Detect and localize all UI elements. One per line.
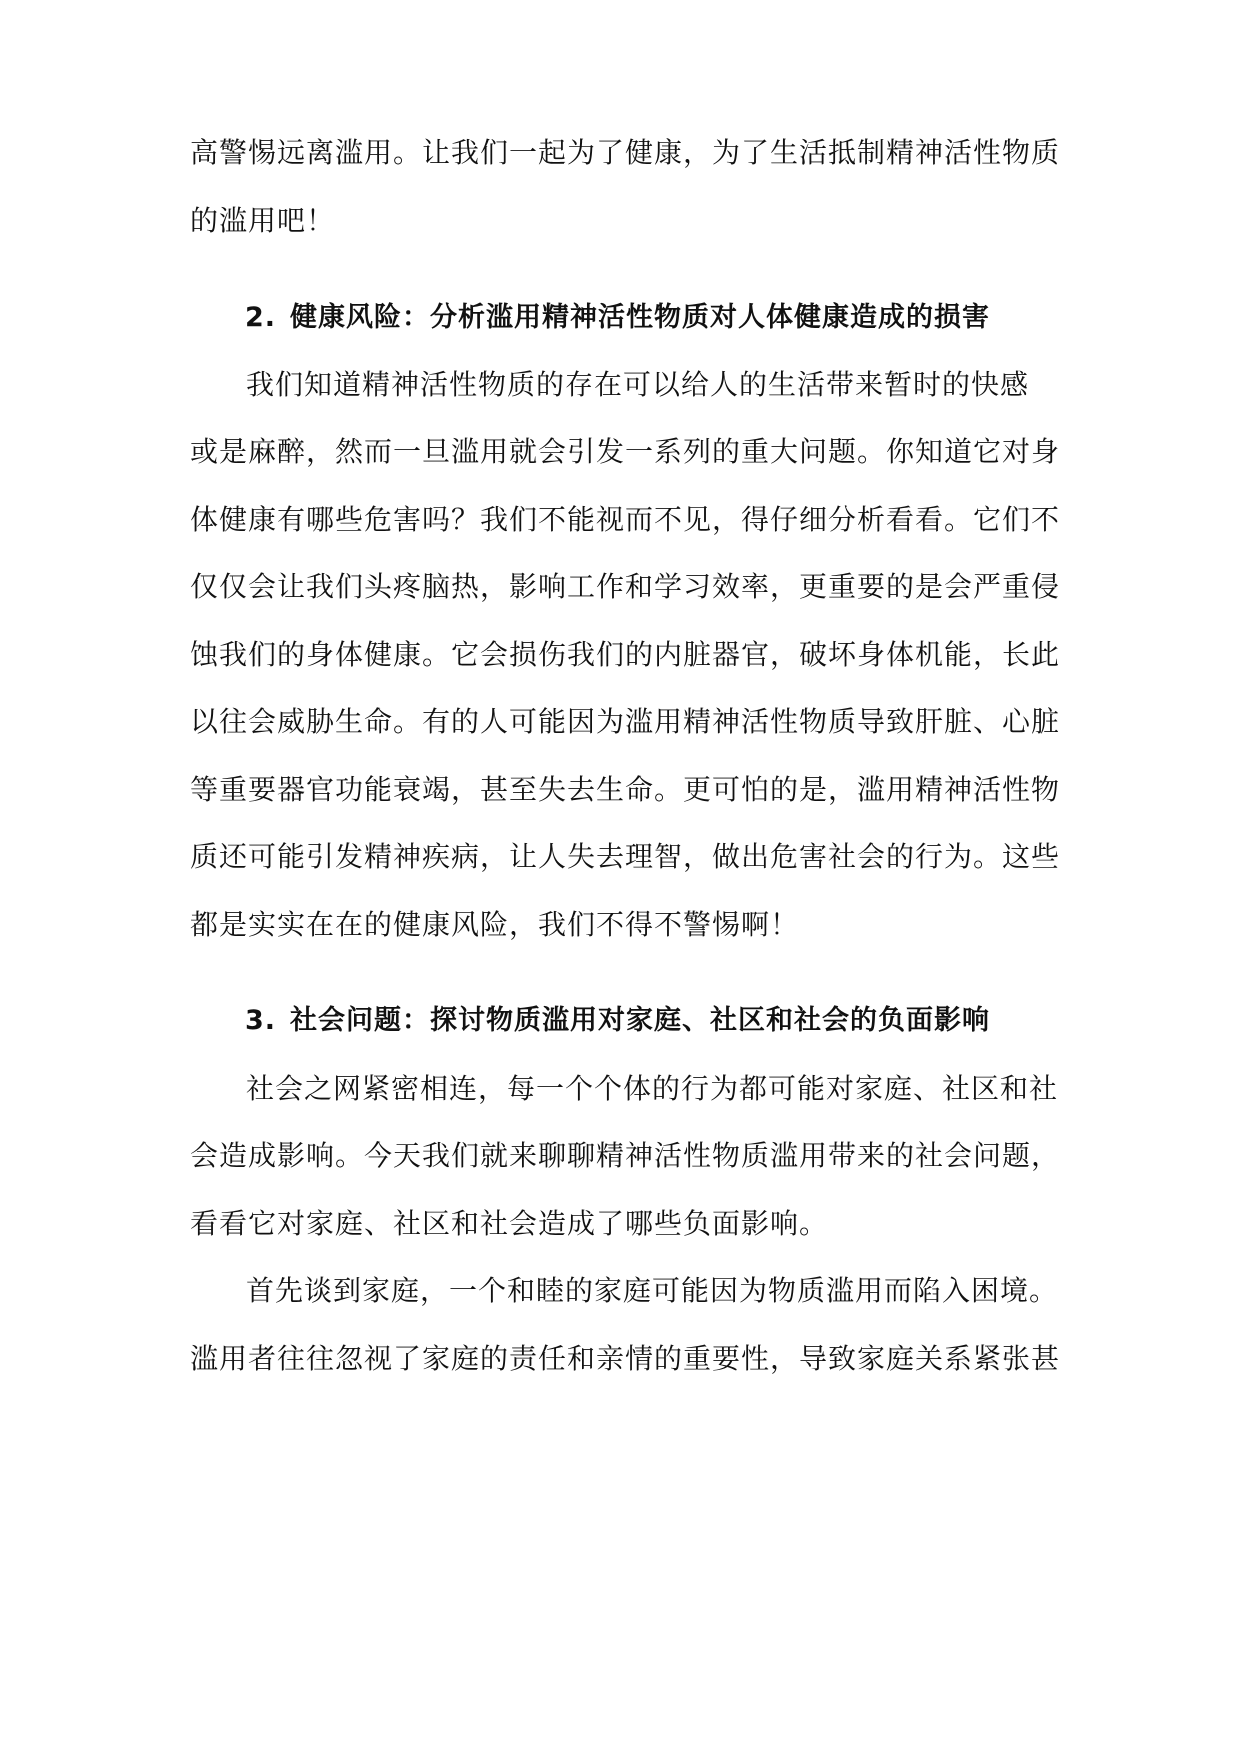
section-2-line-4: 仅仅会让我们头疼脑热，影响工作和学习效率，更重要的是会严重侵: [190, 570, 1061, 603]
section-2-heading: [245, 298, 1075, 338]
section-2-title: 健康风险：分析滥用精神活性物质对人体健康造成的损害: [290, 302, 991, 333]
section-3-number: 3.: [245, 1005, 277, 1036]
section-2-line-8: 质还可能引发精神疾病，让人失去理智，做出危害社会的行为。这些: [190, 840, 1061, 873]
section-2-line-2: 或是麻醉，然而一旦滥用就会引发一系列的重大问题。你知道它对身: [190, 435, 1061, 468]
section-2-line-1: 我们知道精神活性物质的存在可以给人的生活带来暂时的快感: [246, 368, 1030, 401]
section-3-title: 社会问题：探讨物质滥用对家庭、社区和社会的负面影响: [290, 1005, 991, 1036]
intro-line-1: 高警惕远离滥用。让我们一起为了健康，为了生活抵制精神活性物质: [190, 136, 1061, 169]
section-3-para-1-line-2: 会造成影响。今天我们就来聊聊精神活性物质滥用带来的社会问题，: [190, 1139, 1061, 1172]
section-3-para-2-line-2: 滥用者往往忽视了家庭的责任和亲情的重要性，导致家庭关系紧张甚: [190, 1342, 1061, 1375]
section-2-line-7: 等重要器官功能衰竭，甚至失去生命。更可怕的是，滥用精神活性物: [190, 773, 1061, 806]
section-3-heading: [245, 1001, 1075, 1041]
section-2-line-5: 蚀我们的身体健康。它会损伤我们的内脏器官，破坏身体机能，长此: [190, 638, 1061, 671]
section-2-line-6: 以往会威胁生命。有的人可能因为滥用精神活性物质导致肝脏、心脏: [190, 705, 1061, 738]
section-2-line-9: 都是实实在在的健康风险，我们不得不警惕啊！: [190, 908, 800, 941]
section-2-number: 2.: [245, 302, 277, 333]
section-3-para-2-line-1: 首先谈到家庭，一个和睦的家庭可能因为物质滥用而陷入困境。: [246, 1274, 1059, 1307]
section-3-para-1-line-3: 看看它对家庭、社区和社会造成了哪些负面影响。: [190, 1207, 829, 1240]
section-2-line-3: 体健康有哪些危害吗？我们不能视而不见，得仔细分析看看。它们不: [190, 503, 1061, 536]
intro-line-2: 的滥用吧！: [190, 204, 336, 237]
section-3-para-1-line-1: 社会之网紧密相连，每一个个体的行为都可能对家庭、社区和社: [246, 1072, 1059, 1105]
